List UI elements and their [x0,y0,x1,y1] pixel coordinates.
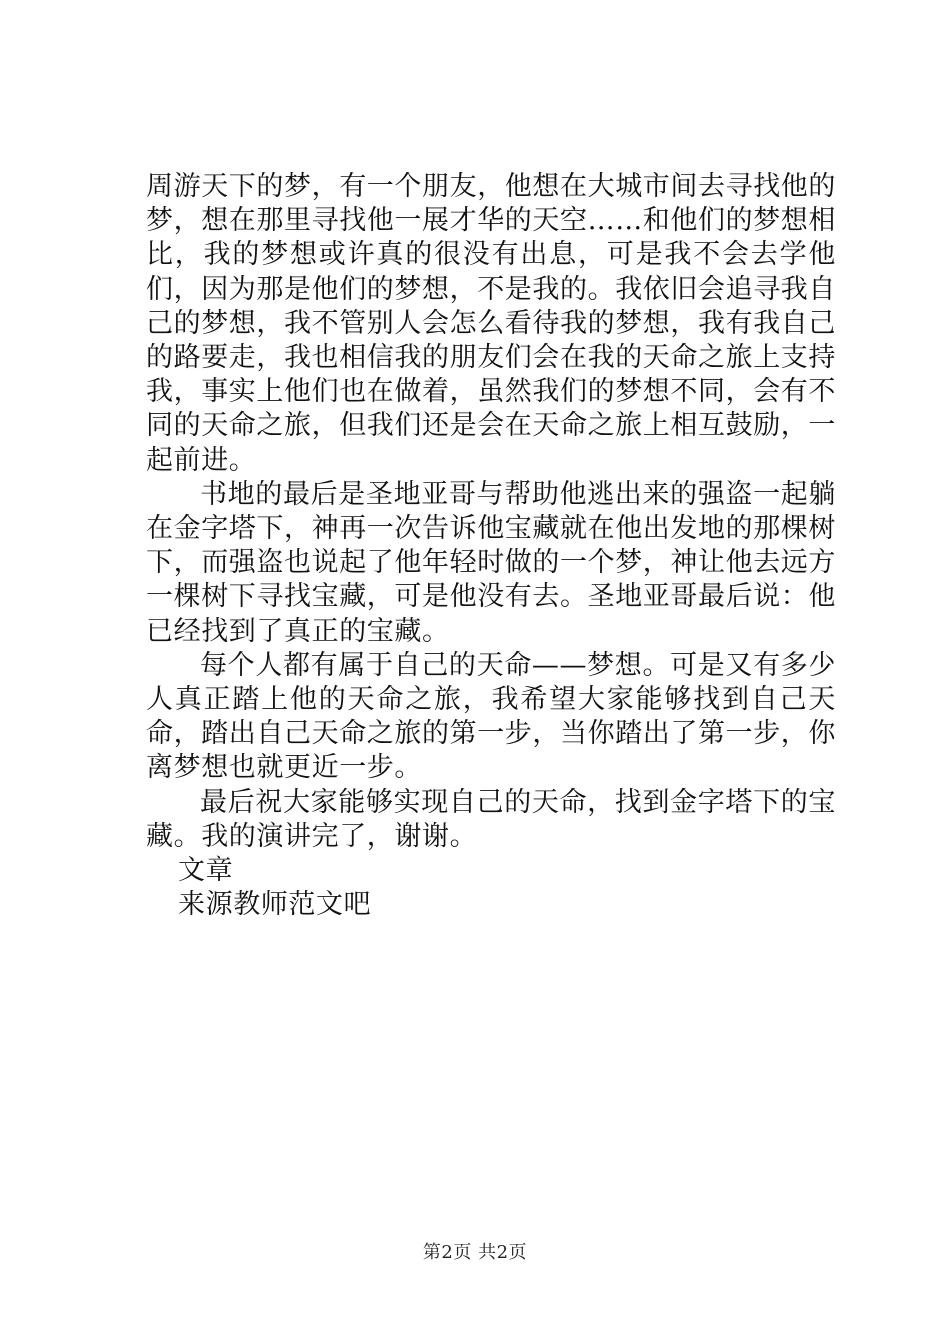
paragraph-santiago-ending: 书地的最后是圣地亚哥与帮助他逃出来的强盗一起躺在金字塔下，神再一次告诉他宝藏就在他出发地的那棵树下，而强盗也说起了他年轻时做的一个梦，神让他去远方一棵树下寻找宝藏，可是他没有去。圣地亚哥最后说：他已经找到了真正的宝藏。 [146,478,836,647]
page-indicator: 第2页 共2页 [422,1242,528,1263]
paragraph-closing: 最后祝大家能够实现自己的天命，找到金字塔下的宝藏。我的演讲完了，谢谢。 [146,786,836,852]
source-line-origin: 来源教师范文吧 [178,889,372,921]
source-line-article: 文章 [178,855,234,887]
paragraph-continued: 周游天下的梦，有一个朋友，他想在大城市间去寻找他的梦，想在那里寻找他一展才华的天空……和他们的梦想相比，我的梦想或许真的很没有出息，可是我不会去学他们，因为那是他们的梦想，不是我的。我依旧会追寻我自己的梦想，我不管别人会怎么看待我的梦想，我有我自己的路要走，我也相信我的朋友们会在我的天命之旅上支持我，事实上他们也在做着，虽然我们的梦想不同，会有不同的天命之旅，但我们还是会在天命之旅上相互鼓励，一起前进。 [146,171,836,476]
paragraph-destiny: 每个人都有属于自己的天命——梦想。可是又有多少人真正踏上他的天命之旅，我希望大家能够找到自己天命，踏出自己天命之旅的第一步，当你踏出了第一步，你离梦想也就更近一步。 [146,649,836,784]
document-body [146,170,836,922]
page-footer [0,1241,950,1265]
